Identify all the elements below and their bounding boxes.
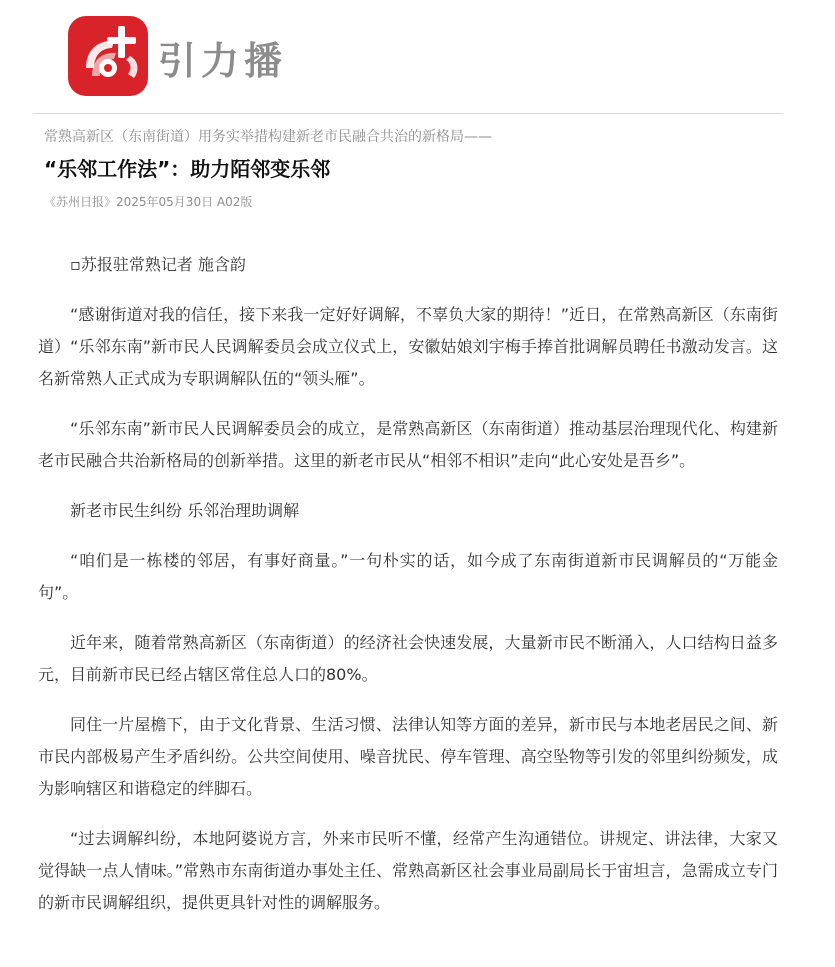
article-paragraph: ▫苏报驻常熟记者 施含韵 <box>70 255 246 274</box>
article-body <box>38 249 778 937</box>
site-logo[interactable] <box>68 16 287 96</box>
header-divider <box>33 113 783 114</box>
article-paragraph: “过去调解纠纷，本地阿婆说方言，外来市民听不懂，经常产生沟通错位。讲规定、讲法律，大家又觉得缺一点人情味。”常熟市东南街道办事处主任、常熟高新区社会事业局副局长于宙坦言，急需成立专门的新市民调解组织，提供更具针对性的调解服务。 <box>38 829 778 912</box>
logo-text: 引力播 <box>158 38 288 83</box>
article-paragraph: 新老市民生纠纷 乐邻治理助调解 <box>70 501 300 520</box>
article-paragraph: “咱们是一栋楼的邻居，有事好商量。”一句朴实的话，如今成了东南街道新市民调解员的“万能金句”。 <box>38 551 778 602</box>
article-subtitle: 常熟高新区（东南街道）用务实举措构建新老市民融合共治的新格局—— <box>44 129 492 145</box>
logo-mark-icon <box>68 16 148 96</box>
article-header <box>44 124 784 212</box>
article-paragraph: “感谢街道对我的信任，接下来我一定好好调解，不辜负大家的期待！”近日，在常熟高新区（东南街道）“乐邻东南”新市民人民调解委员会成立仪式上，安徽姑娘刘宇梅手捧首批调解员聘任书激动发言。这名新常熟人正式成为专职调解队伍的“领头雁”。 <box>38 305 778 388</box>
article-paragraph: “乐邻东南”新市民人民调解委员会的成立，是常熟高新区（东南街道）推动基层治理现代化、构建新老市民融合共治新格局的创新举措。这里的新老市民从“相邻不相识”走向“此心安处是吾乡”。 <box>38 419 778 470</box>
article-paragraph: 近年来，随着常熟高新区（东南街道）的经济社会快速发展，大量新市民不断涌入，人口结构日益多元，目前新市民已经占辖区常住总人口的80%。 <box>38 633 778 684</box>
header <box>0 0 835 114</box>
article-paragraph: 同住一片屋檐下，由于文化背景、生活习惯、法律认知等方面的差异，新市民与本地老居民之间、新市民内部极易产生矛盾纠纷。公共空间使用、噪音扰民、停车管理、高空坠物等引发的邻里纠纷频发，成为影响辖区和谐稳定的绊脚石。 <box>38 715 778 798</box>
article-title: “乐邻工作法”：助力陌邻变乐邻 <box>44 157 331 181</box>
article-meta: 《苏州日报》2025年05月30日 A02版 <box>44 195 253 209</box>
